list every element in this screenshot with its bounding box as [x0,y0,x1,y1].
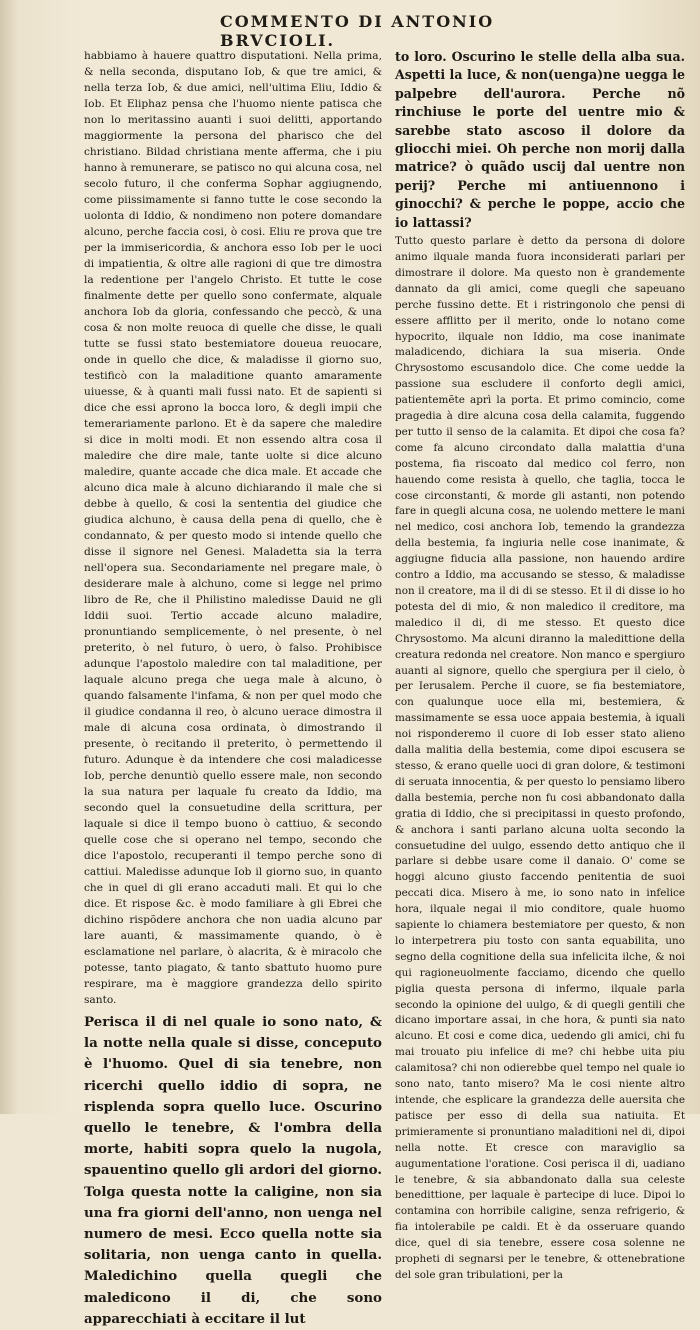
right-column [395,48,685,1281]
page-gutter-shadow [0,0,18,1114]
left-verse-text: Perisca il di nel quale io sono nato, & la notte nella quale si disse, conceputo è l'huomo. Quel di sia tenebre, non ricerchi quello iddio di sopra, ne risplenda sopra quello luce. Oscurino quello le tenebre, & l'ombra della morte, habiti sopra quelo la nugola, spauentino quello gli ardori del giorno. Tolga questa notte la caligine, non sia una fra giorni dell'anno, non uenga nel numero de mesi. Ecco quella notte sia solitaria, non uenga canto in quella. Maledichino quella quegli che maledicono il di, che sono apparecchiati à eccitare il lut [84,1014,382,1327]
left-column [84,48,382,1327]
left-commentary-text: habbiamo à hauere quattro disputationi. Nella prima, & nella seconda, disputano Iob, & que tre amici, & nella terza Iob, & due amici, nell'ultima Eliu, Iddio & Iob. Et Eliphaz pensa che l'huomo niente patisca che non lo meritassino auanti i suoi delitti, apportando maggiormente la persona del pharisco che del christiano. Bildad christiana mente afferma, che i piu hanno à remunerare, se patisco no qui alcuna cosa, nel secolo futuro, il che conferma Sophar aggiugnendo, come piissimamente si fanno tutte le cose secondo la uolonta di Iddio, & nondimeno non potere domandare alcuno, perche faccia cosi, ò cosi. Eliu re prova que tre per la immisericordia, & anchora esso Iob per le uoci di impatientia, & oltre alle ragioni di que tre dimostra la redentione per l'angelo Christo. Et tutte le cose finalmente dette per quello sono confermate, alquale anchora Iob da gloria, confessando che peccò, & una cosa & non molte reuoca di quelle che disse, le quali tutte se fussi stato bestemiatore doueua reuocare, onde in quello che dice, & maladisse il giorno suo, testificò con la maladitione quanto amaramente uiuesse, & à quanti mali fussi nato. Et de sapienti si dice che essi aprono la bocca loro, & degli impii che temerariamente parlono. Et è da sapere che maledire si dice in molti modi. Et non essendo altra cosa il maledire che dire male, tante uolte si dice alcuno maledire, quante accade che dica male. Et accade che alcuno dica male à alcuno dichiarando il male che si debbe à quello, & cosi la sententia del giudice che giudica alchuno, è causa della pena di quello, che è condannato, & per questo modo si intende quello che disse il signore nel Genesi. Maladetta sia la terra nell'opera sua. Secondariamente nel pregare male, ò desiderare male à alchuno, come si legge nel primo libro de Re, che il Philistino maledisse Dauid ne gli Iddii suoi. Tertio accade alcuno maladire, pronuntiando semplicemente, ò nel presente, ò nel preterito, ò nel futuro, ò uero, ò falso. Prohibisce adunque l'apostolo maledire con tal maladitione, per laquale alcuno prega che uega male à alcuno, ò quando falsamente l'infama, & non per quel modo che il giudice condanna il reo, ò alcuno uerace dimostra il male di alcuna cosa ordinata, ò dimostrando il presente, ò recitando il preterito, ò permettendo il futuro. Adunque è da intendere che cosi maladicesse Iob, perche denuntiò quello essere male, non secondo la sua natura per laquale fu creato da Iddio, ma secondo quel la consuetudine della scrittura, per laquale si dice il tempo buono ò cattiuo, & secondo quelle cose che si operano nel tempo, secondo che dice l'apostolo, recuperanti il tempo perche sono di cattiui. Maledisse adunque Iob il giorno suo, in quanto che in quel di gli erano accaduti mali. Et qui lo che dice. Et rispose &c. è modo familiare à gli Ebrei che dichino rispõdere anchora che non uadia alcuno par lare auanti, & massimamente quando, ò è esclamatione nel parlare, ò alacrita, & è miracolo che potesse, tanto piagato, & tanto sbattuto huomo pure respirare, ma è maggiore grandezza dello spirito santo. [84,50,382,1006]
right-verse-text: to loro. Oscurino le stelle della alba sua. Aspetti la luce, & non(uenga)ne uegga le palpebre dell'aurora. Perche nõ rinchiuse le porte del uentre mio & sarebbe stato ascoso il dolore da gliocchi miei. Oh perche non morij dalla matrice? ò quãdo uscij dal uentre non perij? Perche mi antiuennono i ginocchi? & perche le poppe, accio che io lattassi? [395,49,685,230]
right-commentary-text: Tutto questo parlare è detto da persona di dolore animo ilquale manda fuora inconsiderati parlari per dimostrare il dolore. Ma questo non è grandemente dannato da gli amici, come quegli che sapeuano perche fussino dette. Et i ristringonolo che pensi di essere afflitto per il merito, onde lo notano come hypocrito, ilquale non Iddio, ma cose inanimate maladicendo, dichiara la sua miseria. Onde Chrysostomo escusandolo dice. Che come uedde la passione sua escludere il conforto degli amici, patientemẽte aprì la porta. Et primo comincio, come pragedia à dire alcuna cosa della calamita, fuggendo per tutto il senso de la calamita. Et dipoi che cosa fa? come fa alcuno circondato dalla malattia d'una postema, fia riscoato dal medico col ferro, non hauendo come resista à quello, che taglia, tocca le cose circonstanti, & morde gli astanti, non potendo fare in quegli alcuna cosa, ne uolendo mettere le mani nel medico, cosi anchora Iob, temendo la grandezza della bestemia, fa ingiuria nelle cose inanimate, & aggiugne fiducia alla passione, non hauendo ardire contro a Iddio, ma accusando se stesso, & maladisse non il creatore, ma il di di se stesso. Et il di disse io ho potesta del di mio, & non maledico il creditore, ma maledico il di, di me stesso. Et questo dice Chrysostomo. Ma alcuni diranno la maledittione della creatura redonda nel creatore. Non manco e spergiuro auanti al signore, quello che spergiura per il cielo, ò per Ierusalem. Perche il cuore, se fia bestemiatore, con qualunque uoce ella mi, bestemiera, & massimamente se essa uoce appaia bestemia, à iquali noi risponderemo il cuore di Iob esser stato alieno dalla malitia della bestemia, come dipoi escusera se stesso, & erano quelle uoci di gran dolore, & testimoni di seruata innocentia, & per questo lo pensiamo libero dalla bestemia, perche non fu cosi abbandonato dalla gratia di Iddio, che si precipitassi in questo profondo, & anchora i santi parlano alcuna uolta secondo la consuetudine del uulgo, essendo detto antiquo che il parlare si debbe usare come il danaio. O' come se hoggi alcuno giusto faccendo penitentia de suoi peccati dica. Misero à me, io sono nato in infelice hora, ilquale negai il mio conditore, quale huomo sapiente lo chiamera bestemiatore per questo, & non lo interpetrera piu tosto con santa equabilita, uno segno della cognitione della sua infelicita ilche, & noi qui ragioneuolmente facciamo, dicendo che quello piglia questa persona di infermo, ilquale parla secondo la opinione del uulgo, & di quegli gentili che dicano importare assai, in che hora, & punti sia nato alcuno. Et cosi e come dica, uedendo gli amici, chi fu mai trouato piu infelice di me? chi hebbe uita piu calamitosa? chi non odierebbe quel tempo nel quale io sono nato, tanto misero? Ma le cosi niente altro intende, che esplicare la grandezza delle auersita che patisce per esso di della sua natiuita. Et primieramente si pronuntiano maladitioni nel di, dipoi nella notte. Et cresce con maraviglio sa augumentatione l'oratione. Cosi perisca il di, uadiano le tenebre, & sia abbandonato dalla sua celeste benedittione, per laquale è partecipe di luce. Dipoi lo contamina con horribile caligine, senza refrigerio, & fia intolerabile pe caldi. Et è da osseruare quando dice, quel di sia tenebre, essere cosa solenne ne propheti di segnarsi per le tenebre, & ottenebratione del sole gran tribulationi, per la [395,235,685,1281]
running-title: COMMENTO DI ANTONIO BRVCIOLI. [220,12,495,50]
